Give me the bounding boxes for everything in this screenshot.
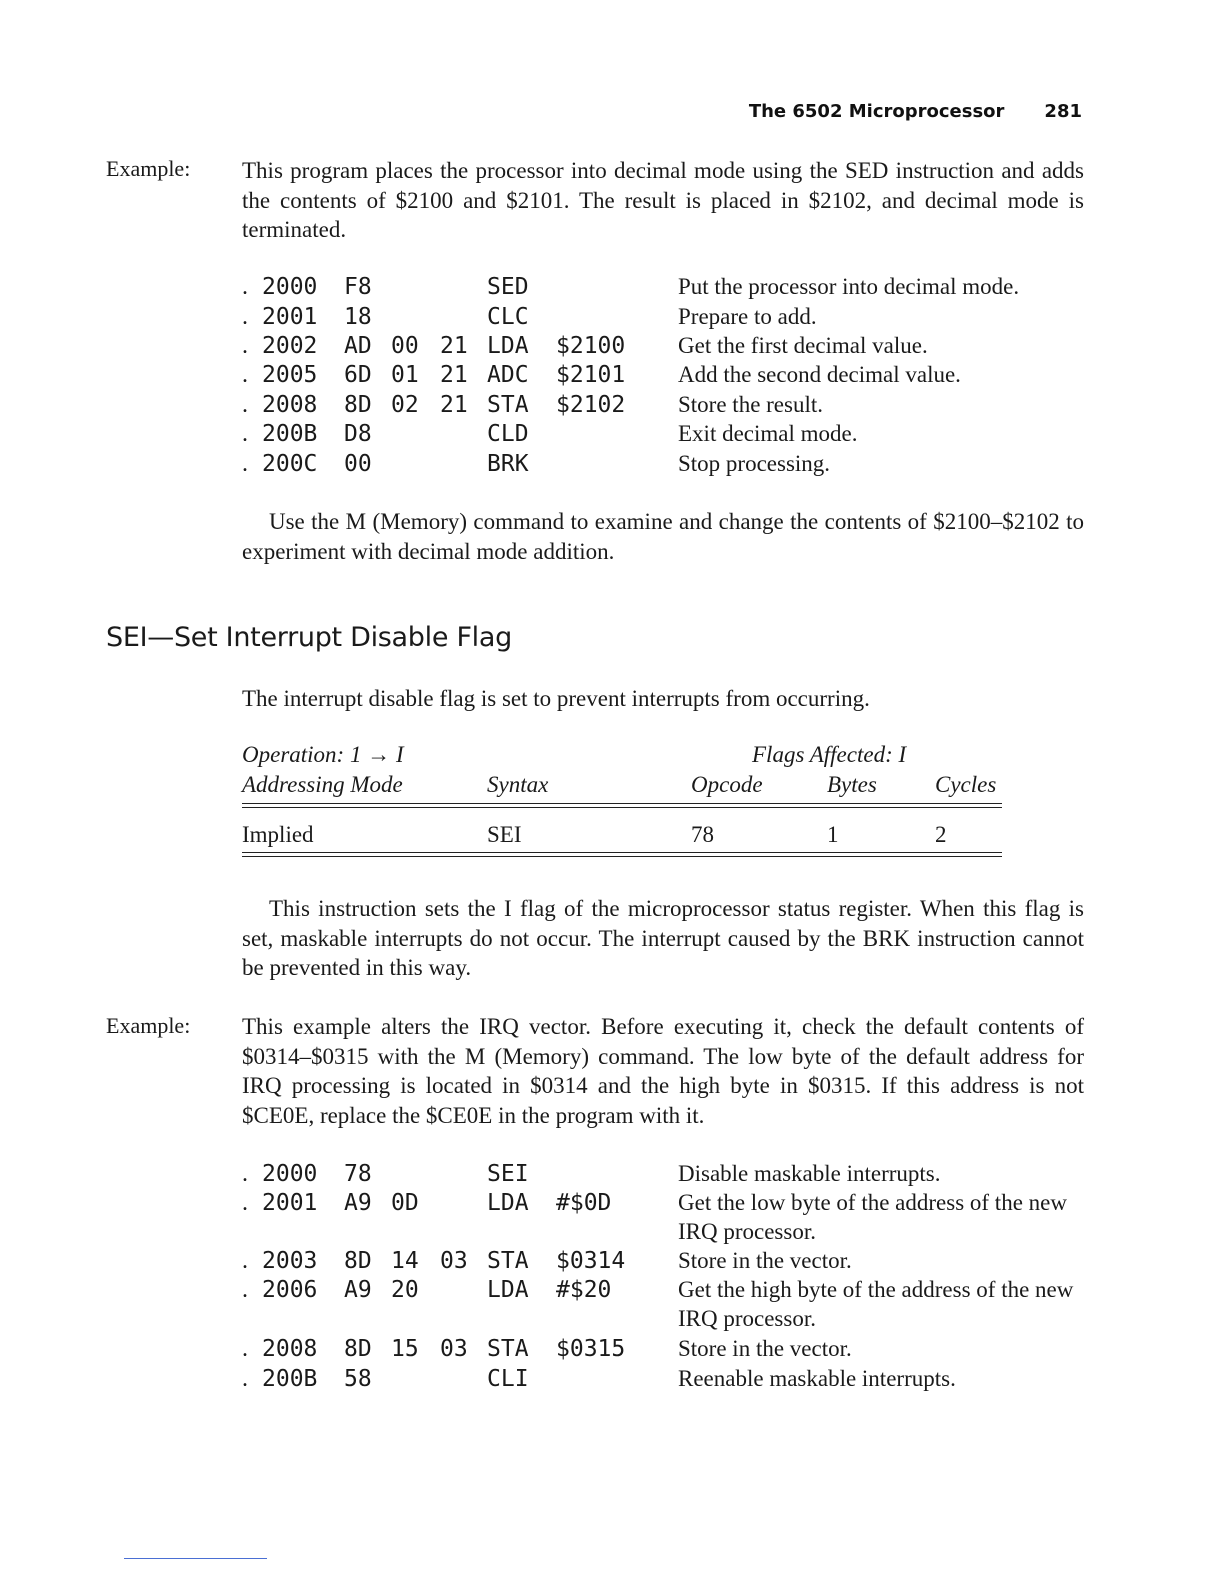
code-address: 2000 [262,274,318,300]
code-byte: 02 [391,392,419,418]
code-operand: $0315 [556,1336,626,1362]
example-2-label: Example: [106,1013,191,1038]
code-address: 200B [262,1366,318,1392]
flags-affected-label: Flags Affected: I [752,742,907,767]
code-byte: D8 [344,421,372,447]
code-line [0,1159,1224,1189]
page-number: 281 [1044,101,1082,122]
code-line [0,1246,1224,1276]
code-byte: 03 [440,1248,468,1274]
code-dot: . [242,421,248,447]
section-intro: The interrupt disable flag is set to prevent interrupts from occurring. [242,686,870,711]
code-mnemonic: CLI [487,1366,529,1392]
header-bytes: Bytes [827,772,877,797]
section-description: This instruction sets the I flag of the microprocessor status register. When this flag is set, maskable interrupts do not occur. The interrupt caused by the BRK instruction cannot be prevented in this way. [242,896,1084,980]
code-dot: . [242,1336,248,1362]
code-comment: Exit decimal mode. [678,421,858,446]
code-line [0,1188,1224,1244]
code-mnemonic: ADC [487,362,529,388]
cell-bytes: 1 [827,822,839,847]
code-line [0,331,1224,361]
header-syntax: Syntax [487,772,549,797]
code-mnemonic: LDA [487,1190,529,1216]
table-rule [242,803,1002,804]
code-dot: . [242,1366,248,1392]
code-dot: . [242,1248,248,1274]
code-comment: Add the second decimal value. [678,362,961,387]
code-address: 200B [262,421,318,447]
header-cycles: Cycles [935,772,997,797]
example-1-label: Example: [106,156,191,181]
code-mnemonic: SEI [487,1161,529,1187]
cell-syntax: SEI [487,822,522,847]
code-mnemonic: LDA [487,1277,529,1303]
code-byte: 6D [344,362,372,388]
code-byte: 14 [391,1248,419,1274]
code-address: 2006 [262,1277,318,1303]
header-addressing-mode: Addressing Mode [242,772,403,797]
code-comment: Prepare to add. [678,304,817,329]
code-line [0,1334,1224,1364]
section-title: SEI—Set Interrupt Disable Flag [106,622,512,653]
code-comment: Disable maskable interrupts. [678,1161,941,1186]
code-mnemonic: BRK [487,451,529,477]
code-line [0,1275,1224,1331]
code-operand: $2102 [556,392,626,418]
code-byte: 58 [344,1366,372,1392]
running-head [0,101,1082,122]
code-dot: . [242,451,248,477]
code-dot: . [242,1277,248,1303]
code-byte: 78 [344,1161,372,1187]
code-address: 2008 [262,1336,318,1362]
code-mnemonic: CLC [487,304,529,330]
code-address: 2005 [262,362,318,388]
operation-label: Operation: 1 → I [242,742,404,767]
code-line [0,302,1224,332]
code-byte: 00 [391,333,419,359]
code-mnemonic: SED [487,274,529,300]
code-byte: 20 [391,1277,419,1303]
code-operand: $0314 [556,1248,626,1274]
code-comment: Get the high byte of the address of the new IRQ processor. [678,1277,1074,1331]
code-byte: 0D [391,1190,419,1216]
code-byte: F8 [344,274,372,300]
code-line [0,419,1224,449]
code-comment: Put the processor into decimal mode. [678,274,1020,299]
table-rule [242,852,1002,853]
code-byte: 03 [440,1336,468,1362]
code-address: 200C [262,451,318,477]
code-address: 2003 [262,1248,318,1274]
code-comment: Store in the vector. [678,1248,852,1273]
code-byte: 8D [344,392,372,418]
code-comment: Store in the vector. [678,1336,852,1361]
code-line [0,390,1224,420]
code-address: 2008 [262,392,318,418]
code-byte: A9 [344,1190,372,1216]
code-comment: Reenable maskable interrupts. [678,1366,956,1391]
running-title: The 6502 Microprocessor [748,101,1005,122]
code-dot: . [242,392,248,418]
code-mnemonic: STA [487,1248,529,1274]
code-mnemonic: CLD [487,421,529,447]
code-dot: . [242,333,248,359]
code-dot: . [242,274,248,300]
code-mnemonic: STA [487,1336,529,1362]
code-comment: Get the first decimal value. [678,333,928,358]
code-operand: $2101 [556,362,626,388]
example-1-followup: Use the M (Memory) command to examine and change the contents of $2100–$2102 to experiment with decimal mode addition. [242,509,1084,564]
example-1-text: This program places the processor into decimal mode using the SED instruction and adds the contents of $2100 and $2101. The result is placed in $2102, and decimal mode is terminated. [242,158,1084,242]
example-2-text: This example alters the IRQ vector. Before executing it, check the default contents of $0314–$0315 with the M (Memory) command. The low byte of the default address for IRQ processing is located in $0314 and the high byte in $0315. If this address is not $CE0E, replace the $CE0E in the program with it. [242,1014,1084,1128]
footnote-rule [124,1558,267,1559]
cell-cycles: 2 [935,822,947,847]
code-operand: #$0D [556,1190,612,1216]
table-rule [242,856,1002,857]
code-comment: Store the result. [678,392,823,417]
code-line [0,272,1224,302]
code-comment: Stop processing. [678,451,831,476]
header-opcode: Opcode [691,772,763,797]
code-byte: A9 [344,1277,372,1303]
code-byte: 21 [440,392,468,418]
code-comment: Get the low byte of the address of the new IRQ processor. [678,1190,1067,1244]
code-address: 2000 [262,1161,318,1187]
code-mnemonic: LDA [487,333,529,359]
code-byte: 21 [440,333,468,359]
code-byte: AD [344,333,372,359]
code-address: 2001 [262,1190,318,1216]
code-operand: $2100 [556,333,626,359]
cell-addressing-mode: Implied [242,822,314,847]
code-dot: . [242,1190,248,1216]
table-rule [242,807,1002,808]
code-dot: . [242,1161,248,1187]
code-mnemonic: STA [487,392,529,418]
code-address: 2002 [262,333,318,359]
code-line [0,360,1224,390]
code-address: 2001 [262,304,318,330]
code-byte: 18 [344,304,372,330]
code-byte: 8D [344,1336,372,1362]
code-line [0,449,1224,479]
code-line [0,1364,1224,1394]
code-byte: 21 [440,362,468,388]
code-dot: . [242,304,248,330]
code-byte: 01 [391,362,419,388]
code-byte: 15 [391,1336,419,1362]
cell-opcode: 78 [691,822,714,847]
code-byte: 00 [344,451,372,477]
code-operand: #$20 [556,1277,612,1303]
code-dot: . [242,362,248,388]
code-byte: 8D [344,1248,372,1274]
